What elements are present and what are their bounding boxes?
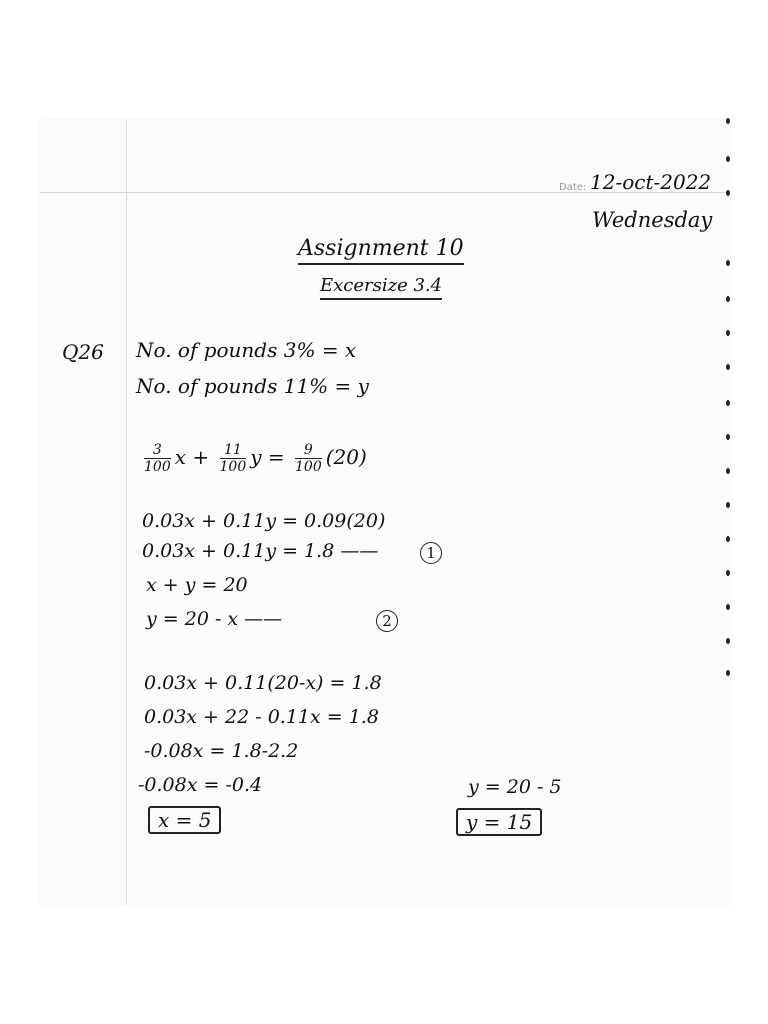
equation-tag: 2	[376, 610, 398, 632]
binding-hole	[726, 468, 730, 474]
definition-y: No. of pounds 11% = y	[136, 374, 369, 398]
binding-hole	[726, 190, 730, 196]
binding-hole	[726, 296, 730, 302]
fraction	[220, 442, 247, 475]
exercise-title: Excersize 3.4	[320, 275, 442, 300]
binding-hole	[726, 638, 730, 644]
binding-hole	[726, 502, 730, 508]
step-line: x + y = 20	[146, 574, 248, 596]
binding-hole	[726, 536, 730, 542]
date-value: 12-oct-2022	[590, 170, 712, 194]
solution-line: 0.03x + 0.11(20-x) = 1.8	[144, 672, 382, 694]
binding-hole	[726, 434, 730, 440]
answer-x: x = 5	[148, 806, 221, 834]
binding-hole	[726, 260, 730, 266]
denominator: 100	[295, 459, 322, 475]
binding-hole	[726, 670, 730, 676]
fraction-equation	[140, 442, 367, 475]
binding-hole	[726, 118, 730, 124]
answer-y-step: y = 20 - 5	[468, 776, 562, 798]
assignment-title: Assignment 10	[298, 236, 464, 265]
numerator: 9	[295, 442, 322, 459]
step-line: y = 20 - x ——	[146, 608, 283, 630]
denominator: 100	[144, 459, 171, 475]
equation-tag: 1	[420, 542, 442, 564]
question-number: Q26	[62, 340, 104, 364]
answer-y: y = 15	[456, 808, 542, 836]
equation-term: x +	[174, 445, 210, 469]
definition-x: No. of pounds 3% = x	[136, 338, 357, 362]
equation-term: y =	[250, 445, 285, 469]
equation-term: (20)	[325, 445, 367, 469]
binding-hole	[726, 330, 730, 336]
numerator: 11	[220, 442, 247, 459]
solution-line: -0.08x = -0.4	[138, 774, 263, 796]
fraction	[144, 442, 171, 475]
step-line: 0.03x + 0.11y = 0.09(20)	[142, 510, 386, 532]
step-line: 0.03x + 0.11y = 1.8 ——	[142, 540, 379, 562]
binding-hole	[726, 570, 730, 576]
solution-line: -0.08x = 1.8-2.2	[144, 740, 299, 762]
binding-hole	[726, 156, 730, 162]
solution-line: 0.03x + 22 - 0.11x = 1.8	[144, 706, 379, 728]
binding-holes	[722, 118, 734, 678]
margin-line	[126, 120, 127, 905]
fraction	[295, 442, 322, 475]
denominator: 100	[219, 459, 247, 475]
day-name: Wednesday	[592, 208, 713, 232]
binding-hole	[726, 400, 730, 406]
numerator: 3	[144, 442, 171, 459]
binding-hole	[726, 364, 730, 370]
binding-hole	[726, 604, 730, 610]
date-label: Date:	[559, 182, 587, 193]
